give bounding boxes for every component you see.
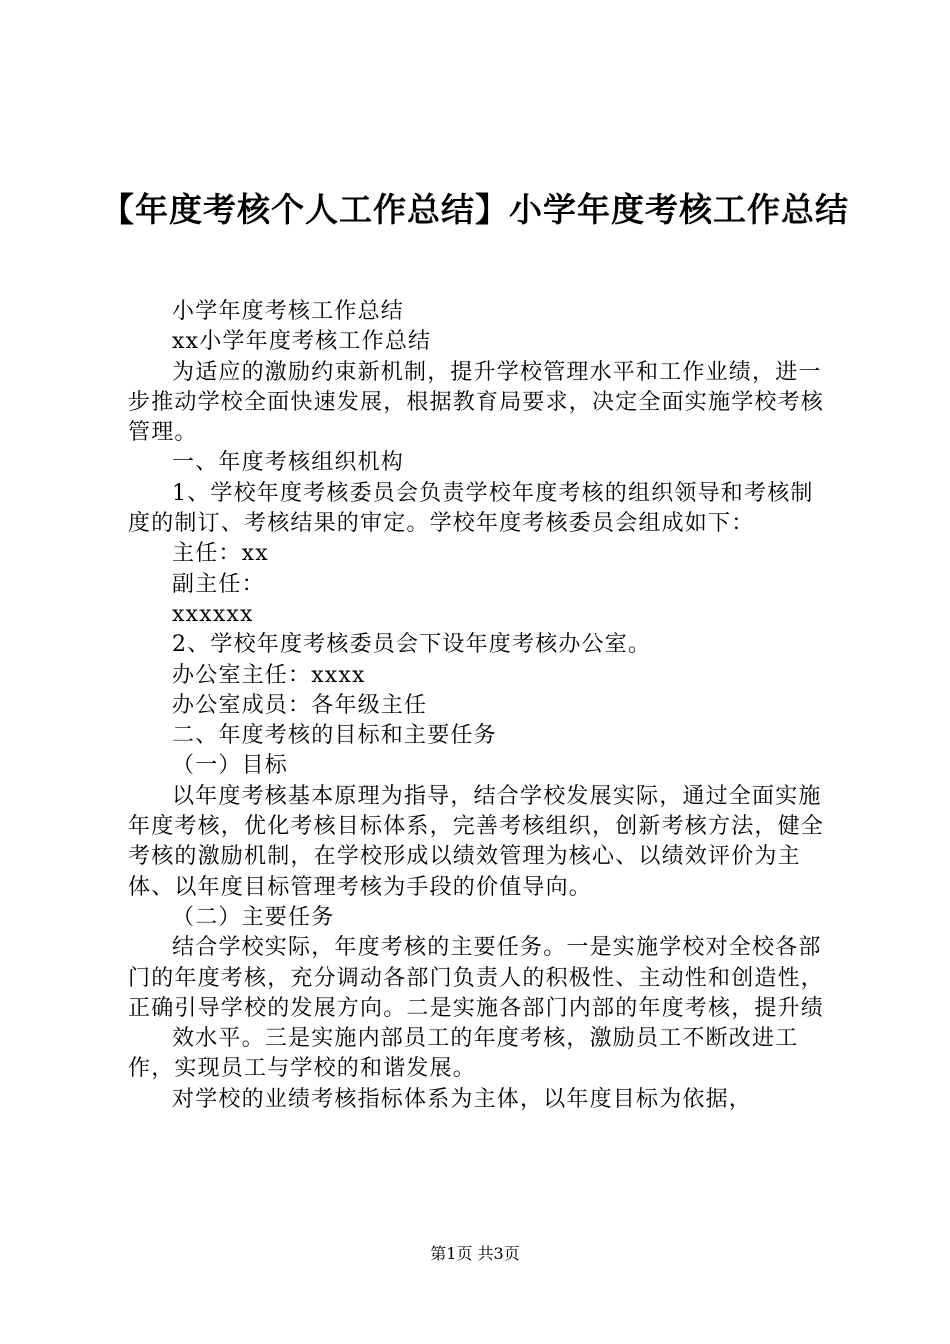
subsection-heading: （二）主要任务 [172,904,335,930]
paragraph: 办公室主任：xxxx [172,662,366,688]
paragraph: xxxxxx [172,601,254,627]
section-heading: 一、年度考核组织机构 [172,450,405,476]
paragraph: 副主任： [172,571,265,597]
paragraph: 1、学校年度考核委员会负责学校年度考核的组织领导和考核制度的制订、考核结果的审定。学校年度考核委员会组成如下： [128,480,814,537]
paragraph: 2、学校年度考核委员会下设年度考核办公室。 [172,632,652,658]
paragraph: xx小学年度考核工作总结 [172,329,432,355]
paragraph: 对学校的业绩考核指标体系为主体，以年度目标为依据， [172,1086,753,1112]
section-heading: 二、年度考核的目标和主要任务 [172,723,497,749]
document-body [128,297,828,1115]
subsection-heading: （一）目标 [172,753,289,779]
paragraph: 效水平。三是实施内部员工的年度考核，激励员工不断改进工作，实现员工与学校的和谐发展。 [128,1026,799,1082]
paragraph: 以年度考核基本原理为指导，结合学校发展实际，通过全面实施年度考核，优化考核目标体系，完善考核组织，创新考核方法，健全考核的激励机制，在学校形成以绩效管理为核心、以绩效评价为主体、以年度目标管理考核为手段的价值导向。 [128,783,825,900]
document-title: 【年度考核个人工作总结】小学年度考核工作总结 [101,190,849,229]
paragraph: 主任：xx [172,541,269,567]
paragraph: 结合学校实际，年度考核的主要任务。一是实施学校对全校各部门的年度考核，充分调动各部门负责人的积极性、主动性和创造性，正确引导学校的发展方向。二是实施各部门内部的年度考核，提升绩 [128,935,825,1021]
paragraph: 小学年度考核工作总结 [172,299,405,324]
paragraph: 办公室成员：各年级主任 [172,692,428,718]
page-footer: 第1页 共3页 [430,1244,520,1263]
paragraph: 为适应的激励约束新机制，提升学校管理水平和工作业绩，进一步推动学校全面快速发展，根据教育局要求，决定全面实施学校考核管理。 [128,359,825,446]
